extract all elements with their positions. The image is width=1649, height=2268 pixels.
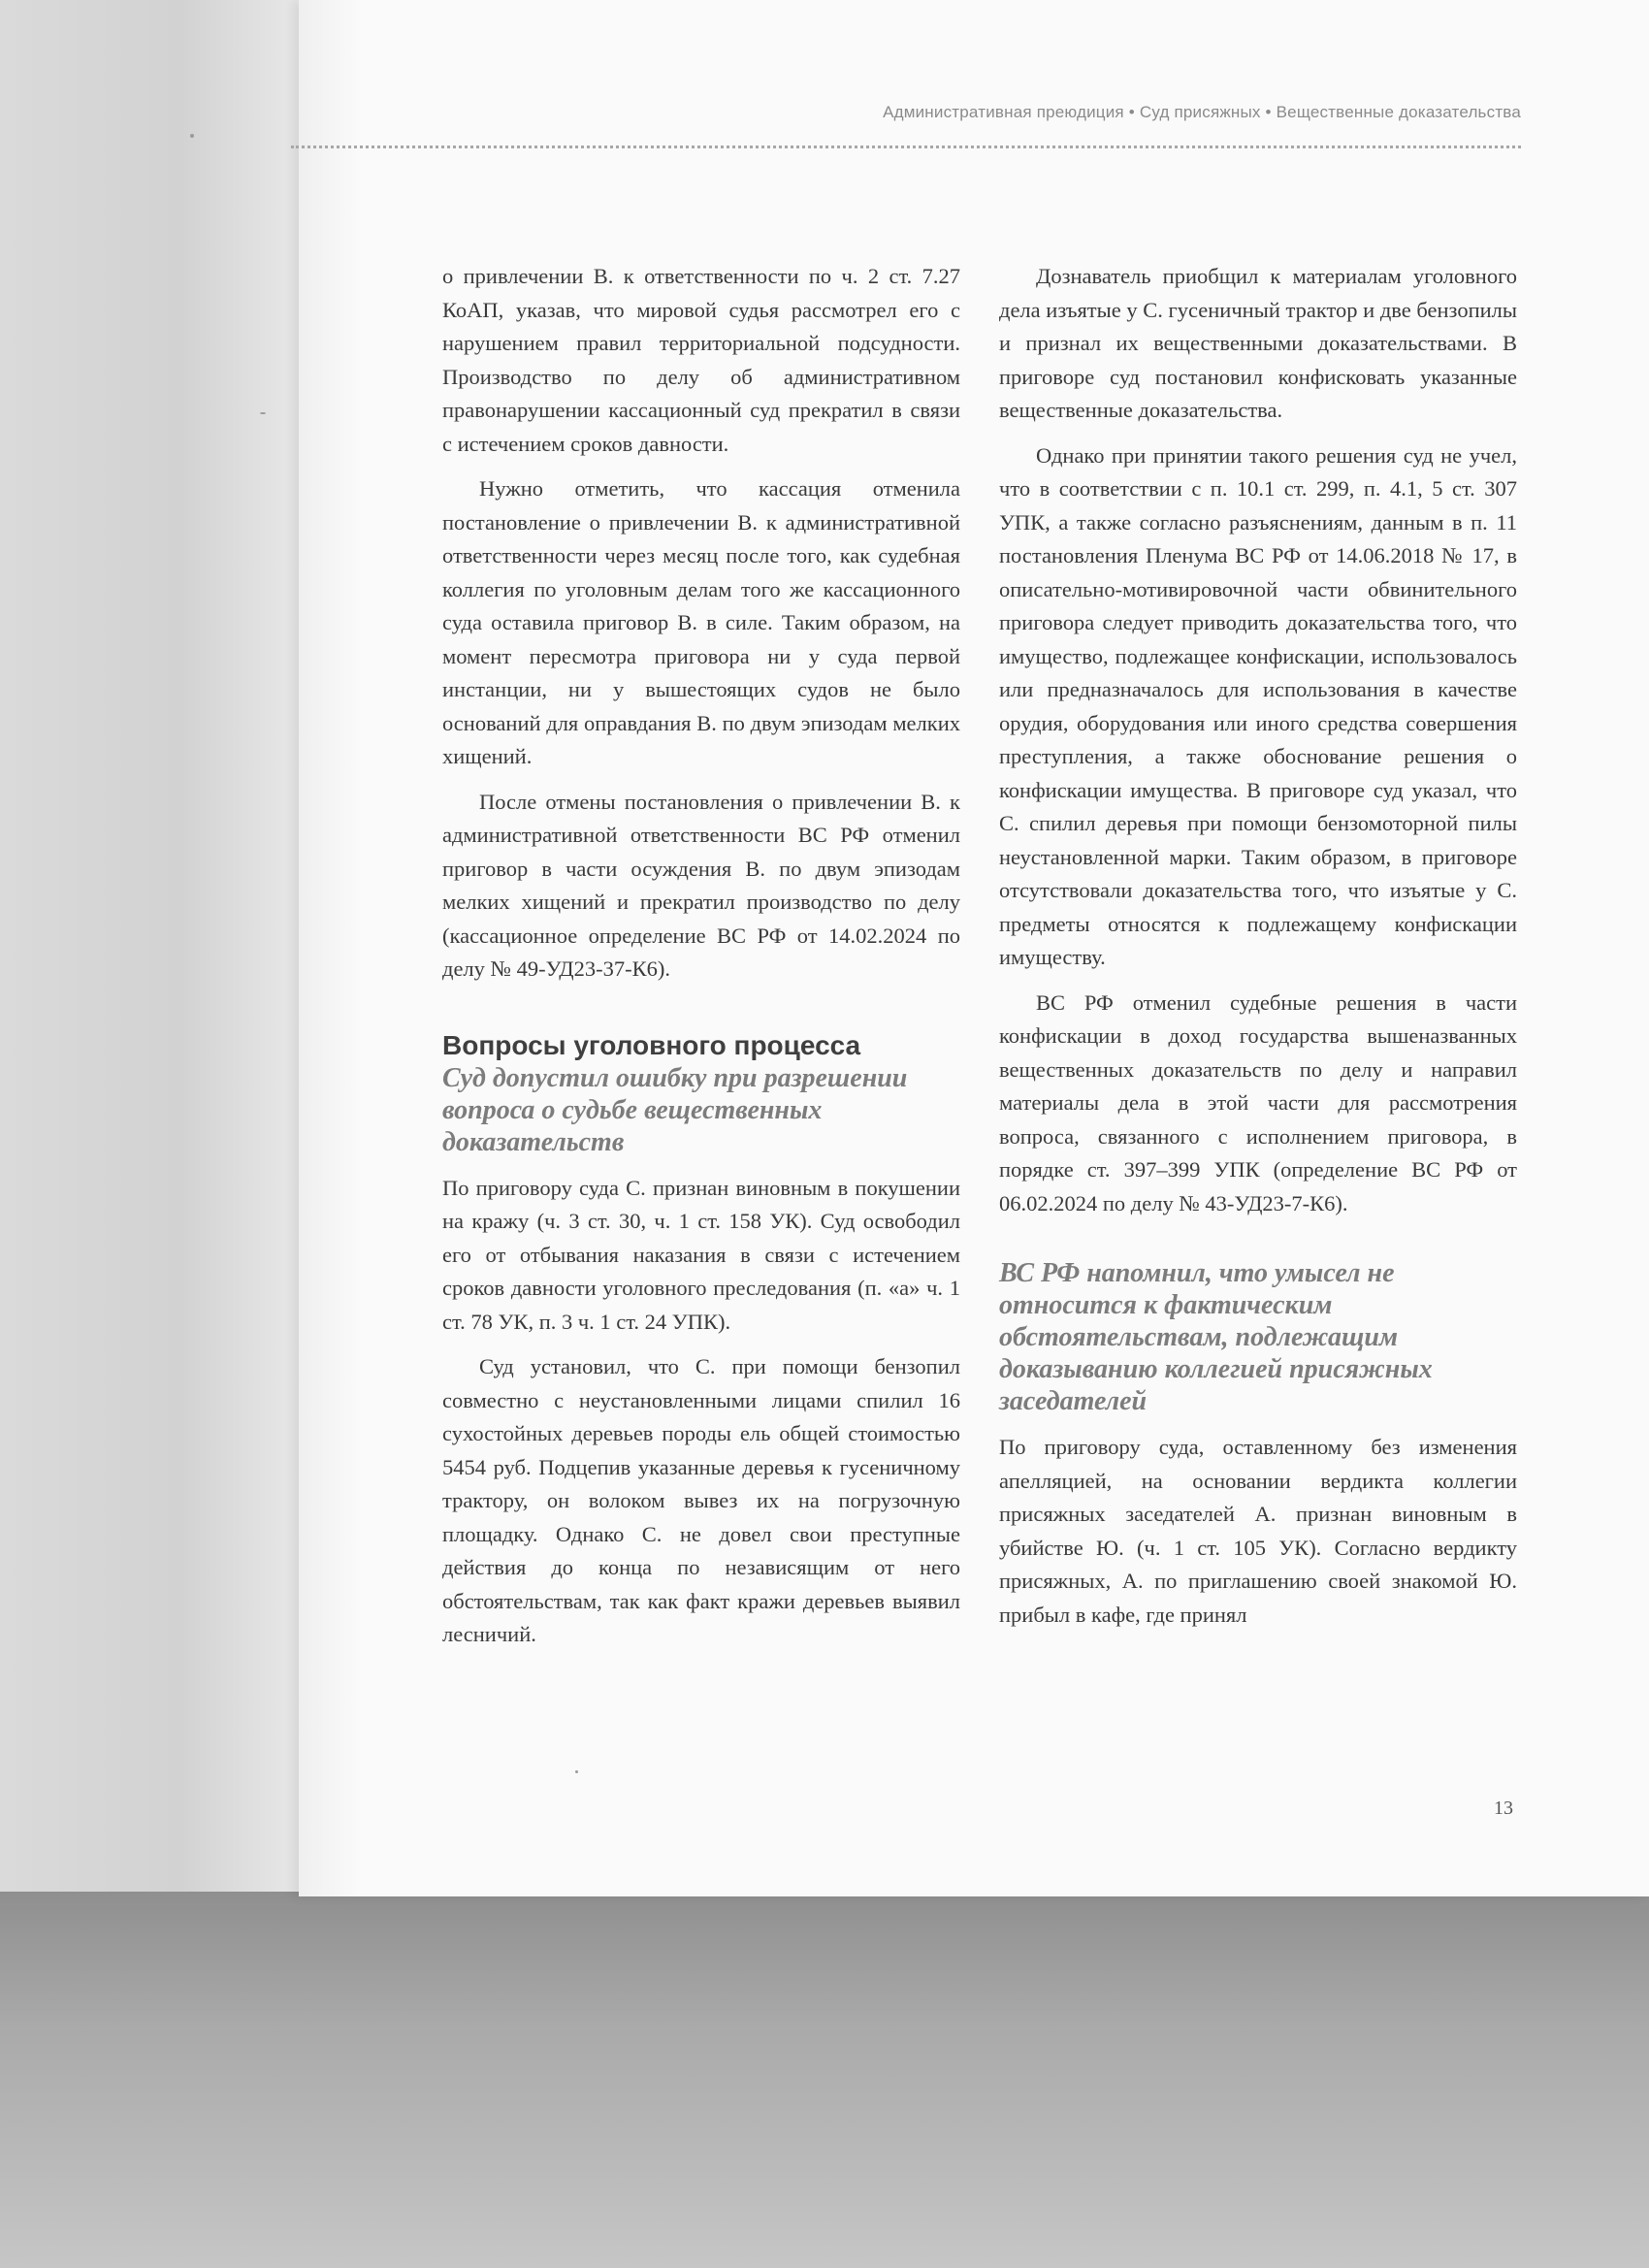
section-title: Вопросы уголовного процесса	[442, 1029, 861, 1060]
section-subtitle: ВС РФ напомнил, что умысел не относится к фактическим обстоятельствам, подлежащим доказыванию коллегией присяжных заседателей	[999, 1258, 1433, 1416]
right-column	[999, 260, 1517, 1643]
paragraph: После отмены постановления о привлечении В. к административной ответственности ВС РФ отменил приговор в части осуждения В. по двум эпизодам мелких хищений и прекратил производство по делу (кассационное определение ВС РФ от 14.02.2024 по делу № 49-УД23-37-К6).	[442, 789, 960, 981]
page-binding-shadow	[299, 0, 359, 1896]
paragraph: По приговору суда С. признан виновным в покушении на кражу (ч. 3 ст. 30, ч. 1 ст. 158 УК). Суд освободил его от отбывания наказания в связи с истечением сроков давности уголовного преследования (п. «а» ч. 1 ст. 78 УК, п. 3 ч. 1 ст. 24 УПК).	[442, 1175, 960, 1334]
running-header: Административная преюдиция • Суд присяжных • Вещественные доказательства	[883, 103, 1521, 121]
paragraph: По приговору суда, оставленному без изменения апелляцией, на основании вердикта коллегии присяжных заседателей А. признан виновным в убийстве Ю. (ч. 1 ст. 105 УК). Согласно вердикту присяжных, А. по приглашению своей знакомой Ю. прибыл в кафе, где принял	[999, 1435, 1517, 1627]
paragraph: Нужно отметить, что кассация отменила постановление о привлечении В. к административной ответственности через месяц после того, как судебная коллегия по уголовным делам того же кассационного суда оставила приговор В. в силе. Таким образом, на момент пересмотра приговора ни у суда первой инстанции, ни у вышестоящих судов не было оснований для оправдания В. по двум эпизодам мелких хищений.	[442, 476, 960, 768]
paragraph: Дознаватель приобщил к материалам уголовного дела изъятые у С. гусеничный трактор и две бензопилы и признал их вещественными доказательствами. В приговоре суд постановил конфисковать указанные вещественные доказательства.	[999, 264, 1517, 422]
scan-background-bottom	[0, 1892, 1649, 2268]
paragraph: Однако при принятии такого решения суд не учел, что в соответствии с п. 10.1 ст. 299, п. 4.1, 5 ст. 307 УПК, а также согласно разъяснениям, данным в п. 11 постановления Пленума ВС РФ от 14.06.2018 № 17, в описательно-мотивировочной части обвинительного приговора следует приводить доказательства того, что имущество, подлежащее конфискации, использовалось или предназначалось для использования в качестве орудия, оборудования или иного средства совершения преступления, а также обоснование решения о конфискации имущества. В приговоре суд указал, что С. спилил деревья при помощи бензомоторной пилы неустановленной марки. Таким образом, в приговоре отсутствовали доказательства того, что изъятые у С. предметы относятся к подлежащему конфискации имуществу.	[999, 442, 1517, 969]
scan-speck	[575, 1770, 578, 1773]
scan-speck	[190, 134, 194, 138]
left-column	[442, 260, 960, 1664]
section-subtitle: Суд допустил ошибку при разрешении вопроса о судьбе вещественных доказательств	[442, 1062, 908, 1157]
scan-speck	[260, 412, 266, 414]
paragraph: о привлечении В. к ответственности по ч. 2 ст. 7.27 КоАП, указав, что мировой судья рассмотрел его с нарушением правил территориальной подсудности. Производство по делу об административном правонарушении кассационный суд прекратил в связи с истечением сроков давности.	[442, 264, 960, 456]
header-dotted-rule	[291, 146, 1521, 148]
page-number: 13	[1494, 1798, 1513, 1819]
paragraph: ВС РФ отменил судебные решения в части конфискации в доход государства вышеназванных вещественных доказательств по делу и направил материалы дела в этой части для рассмотрения вопроса, связанного с исполнением приговора, в порядке ст. 397–399 УПК (определение ВС РФ от 06.02.2024 по делу № 43-УД23-7-К6).	[999, 989, 1517, 1215]
paragraph: Суд установил, что С. при помощи бензопил совместно с неустановленными лицами спилил 16 сухостойных деревьев породы ель общей стоимостью 5454 руб. Подцепив указанные деревья к гусеничному трактору, он волоком вывез их на погрузочную площадку. Однако С. не довел свои преступные действия до конца по независящим от него обстоятельствам, так как факт кражи деревьев выявил лесничий.	[442, 1354, 960, 1646]
